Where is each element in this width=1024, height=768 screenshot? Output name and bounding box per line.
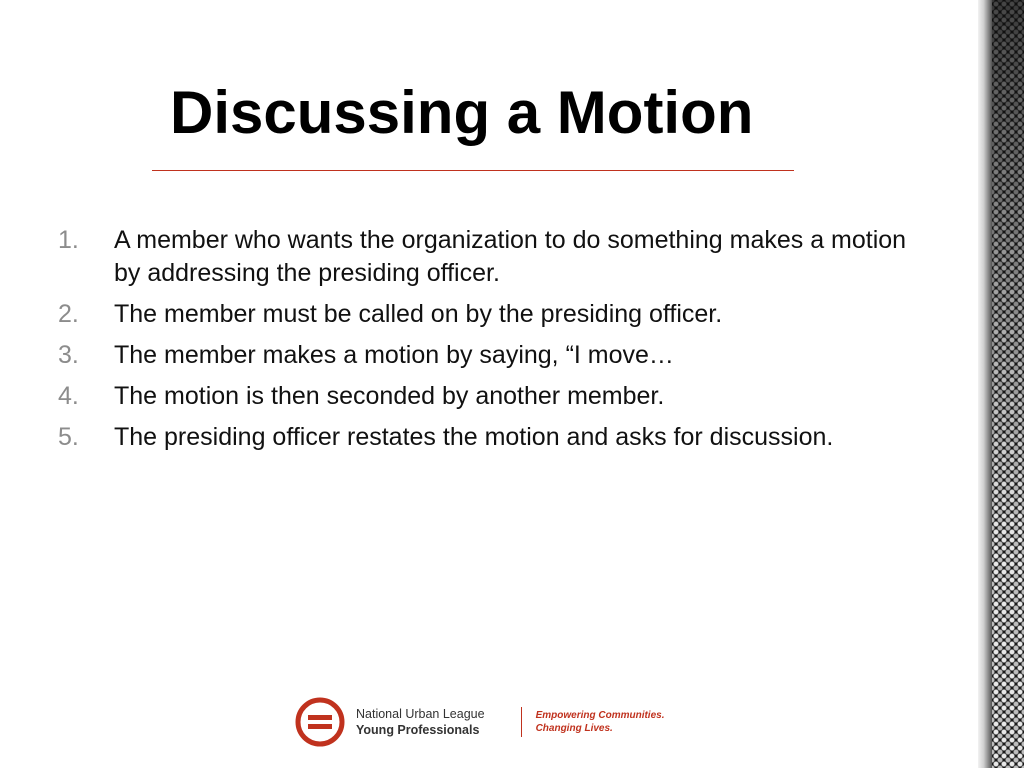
list-item	[58, 298, 938, 331]
org-name-line2: Young Professionals	[356, 723, 480, 737]
list-item-text: The presiding officer restates the motion and asks for discussion.	[114, 423, 834, 451]
tagline-line1: Empowering Communities.	[535, 710, 665, 721]
list-item-number: 2.	[58, 300, 79, 328]
list-item-number: 3.	[58, 341, 79, 369]
list-item	[58, 224, 938, 290]
tagline	[536, 709, 665, 735]
urban-league-equality-icon	[294, 696, 346, 748]
list-item-text: A member who wants the organization to do something makes a motion by addressing the presiding officer.	[114, 226, 907, 287]
list-item-number: 4.	[58, 382, 79, 410]
slide-title: Discussing a Motion	[170, 79, 754, 146]
list-item-number: 5.	[58, 423, 79, 451]
side-strip-gloss	[978, 0, 992, 768]
list-item-text: The member must be called on by the presiding officer.	[114, 300, 723, 328]
organization-name	[356, 706, 485, 738]
list-item-text: The motion is then seconded by another member.	[114, 382, 665, 410]
org-name-line1: National Urban League	[356, 707, 485, 721]
title-underline	[152, 170, 794, 171]
list-item	[58, 421, 938, 454]
logo-divider	[521, 707, 522, 737]
footer-logo	[294, 694, 664, 750]
decorative-side-strip	[978, 0, 1024, 768]
list-item	[58, 380, 938, 413]
motion-steps-list	[58, 224, 938, 462]
side-strip-pattern	[992, 0, 1024, 768]
tagline-line2: Changing Lives.	[535, 723, 613, 734]
list-item-number: 1.	[58, 226, 79, 254]
list-item	[58, 339, 938, 372]
list-item-text: The member makes a motion by saying, “I move…	[114, 341, 674, 369]
